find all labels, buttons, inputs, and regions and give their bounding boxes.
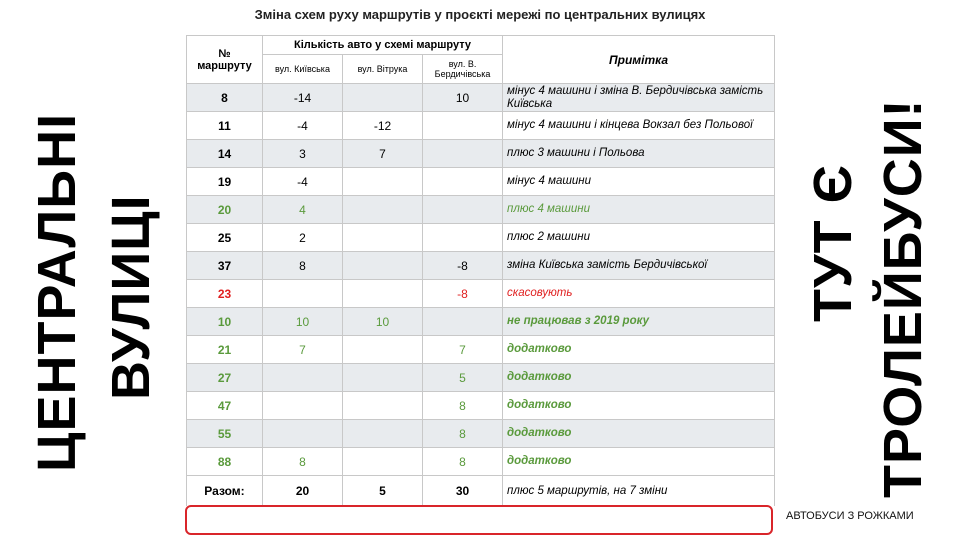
row-note: зміна Київська замість Бердичівської (503, 252, 775, 280)
route-number: 20 (187, 196, 263, 224)
route-number: 37 (187, 252, 263, 280)
row-note: додатково (503, 448, 775, 476)
side-note: АВТОБУСИ З РОЖКАМИ (786, 510, 914, 522)
route-number: 14 (187, 140, 263, 168)
table-row (187, 280, 775, 308)
kyivska-count: 2 (263, 224, 343, 252)
vitruka-count: 10 (343, 308, 423, 336)
table-row (187, 336, 775, 364)
vitruka-count: -12 (343, 112, 423, 140)
table-row (187, 448, 775, 476)
berdychivska-count: 10 (423, 84, 503, 112)
route-number: 8 (187, 84, 263, 112)
table-row (187, 112, 775, 140)
header-route: № маршруту (187, 36, 263, 84)
route-number: 25 (187, 224, 263, 252)
right-vertical-caption (800, 40, 950, 500)
table-row (187, 84, 775, 112)
route-number: 88 (187, 448, 263, 476)
kyivska-count: 10 (263, 308, 343, 336)
berdychivska-count: 8 (423, 448, 503, 476)
table-row (187, 168, 775, 196)
berdychivska-count (423, 196, 503, 224)
page-title: Зміна схем руху маршрутів у проєкті мережі по центральних вулицях (254, 7, 706, 22)
table-row (187, 308, 775, 336)
table-row (187, 420, 775, 448)
row-note: не працював з 2019 року (503, 308, 775, 336)
right-caption-line2: ТРОЛЕЙБУСИ! (873, 98, 933, 498)
kyivska-count: 8 (263, 252, 343, 280)
table-row (187, 140, 775, 168)
row-note: скасовують (503, 280, 775, 308)
route-number: 47 (187, 392, 263, 420)
vitruka-count (343, 224, 423, 252)
kyivska-count: 7 (263, 336, 343, 364)
vitruka-count (343, 84, 423, 112)
berdychivska-count: -8 (423, 252, 503, 280)
kyivska-count (263, 392, 343, 420)
row-note: додатково (503, 364, 775, 392)
route-number: 55 (187, 420, 263, 448)
left-vertical-caption (27, 62, 180, 472)
berdychivska-count: -8 (423, 280, 503, 308)
total-berdychivska: 30 (423, 476, 503, 507)
berdychivska-count (423, 224, 503, 252)
kyivska-count: -4 (263, 112, 343, 140)
table-row (187, 224, 775, 252)
left-caption-line2: ВУЛИЦІ (101, 194, 161, 400)
table-row (187, 252, 775, 280)
total-label: Разом: (187, 476, 263, 507)
row-note: плюс 2 машини (503, 224, 775, 252)
vitruka-count (343, 196, 423, 224)
kyivska-count: 3 (263, 140, 343, 168)
berdychivska-count: 8 (423, 392, 503, 420)
total-note: плюс 5 маршрутів, на 7 зміни (503, 476, 775, 507)
subheader-berdychivska: вул. В. Бердичівська (423, 55, 503, 84)
row-note: мінус 4 машини і зміна В. Бердичівська замість Київська (503, 84, 775, 112)
subheader-vitruka: вул. Вітрука (343, 55, 423, 84)
route-number: 21 (187, 336, 263, 364)
header-note: Примітка (503, 36, 775, 84)
total-highlight-box (185, 505, 773, 535)
berdychivska-count: 8 (423, 420, 503, 448)
row-note: додатково (503, 336, 775, 364)
total-vitruka: 5 (343, 476, 423, 507)
kyivska-count (263, 364, 343, 392)
vitruka-count (343, 392, 423, 420)
table-row (187, 392, 775, 420)
table-row (187, 364, 775, 392)
berdychivska-count: 7 (423, 336, 503, 364)
right-caption-line1: ТУТ Є (803, 164, 863, 322)
berdychivska-count (423, 308, 503, 336)
route-number: 23 (187, 280, 263, 308)
vitruka-count (343, 168, 423, 196)
table-row (187, 196, 775, 224)
table-body (187, 84, 775, 476)
vitruka-count (343, 280, 423, 308)
kyivska-count: 8 (263, 448, 343, 476)
route-number: 11 (187, 112, 263, 140)
route-number: 27 (187, 364, 263, 392)
row-note: додатково (503, 420, 775, 448)
vitruka-count (343, 364, 423, 392)
vitruka-count (343, 420, 423, 448)
total-kyivska: 20 (263, 476, 343, 507)
vitruka-count (343, 252, 423, 280)
row-note: плюс 3 машини і Польова (503, 140, 775, 168)
berdychivska-count (423, 140, 503, 168)
vitruka-count: 7 (343, 140, 423, 168)
kyivska-count (263, 420, 343, 448)
berdychivska-count (423, 168, 503, 196)
route-number: 19 (187, 168, 263, 196)
left-caption-line1: ЦЕНТРАЛЬНІ (27, 112, 87, 472)
kyivska-count: 4 (263, 196, 343, 224)
kyivska-count: -14 (263, 84, 343, 112)
kyivska-count (263, 280, 343, 308)
route-number: 10 (187, 308, 263, 336)
row-note: мінус 4 машини (503, 168, 775, 196)
kyivska-count: -4 (263, 168, 343, 196)
header-count: Кількість авто у схемі маршруту (263, 36, 503, 55)
vitruka-count (343, 336, 423, 364)
row-note: мінус 4 машини і кінцева Вокзал без Польової (503, 112, 775, 140)
row-note: плюс 4 машини (503, 196, 775, 224)
total-row (187, 476, 775, 507)
berdychivska-count (423, 112, 503, 140)
row-note: додатково (503, 392, 775, 420)
routes-table (186, 35, 775, 506)
berdychivska-count: 5 (423, 364, 503, 392)
vitruka-count (343, 448, 423, 476)
subheader-kyivska: вул. Київська (263, 55, 343, 84)
